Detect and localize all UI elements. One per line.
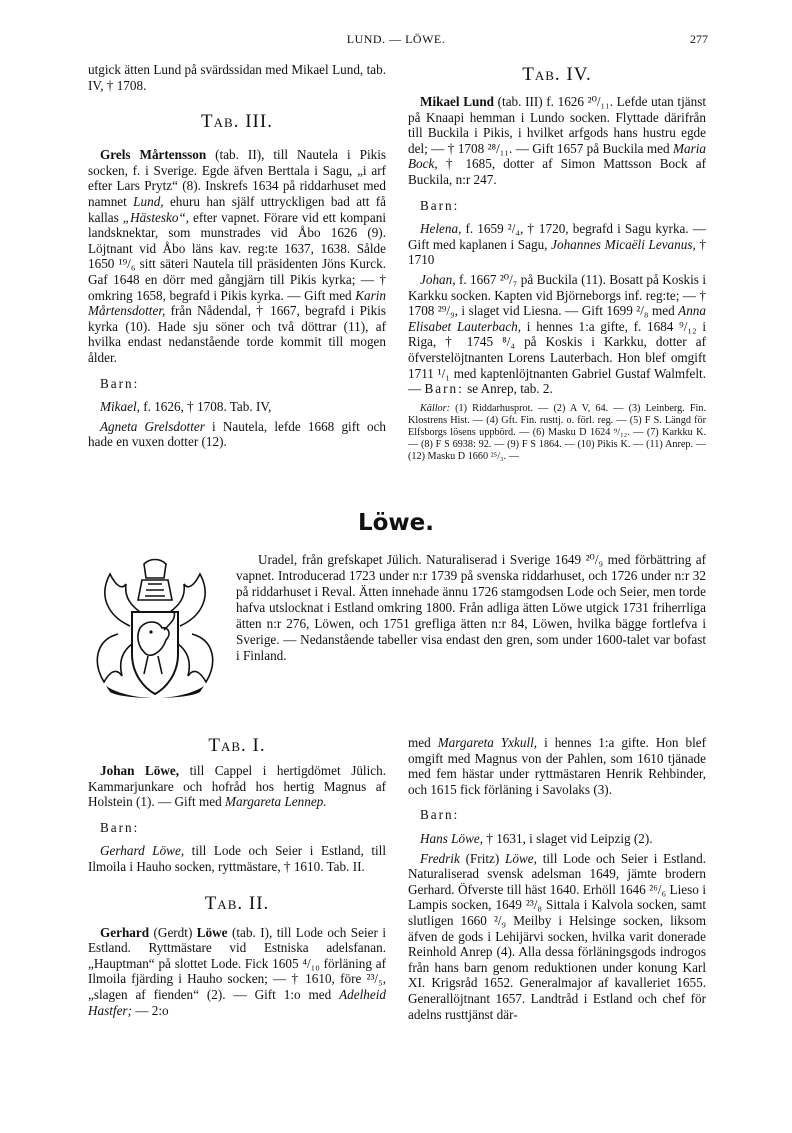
body-text: till Cappel i hertigdömet Jülich. Kammarjunkare och hofråd hos hertig Magnus af Holstein (1). — Gift med (88, 763, 386, 810)
body-text: (tab. II), till Nautela i Pikis socken, f. i Sverige. Egde äfven Berttala i Sagu, „i arf efter Lars Prytz“ (8). Inskrefs 1634 på riddarhuset med namnet (88, 147, 387, 209)
body-text: från Nådendal, † 1667, begrafd i Pikis kyrka (10). Hade sju söner och två döttrar (11), af hvilka endast nedanstående torde kommit till mogen ålder. (88, 303, 386, 365)
right-bottom-column (408, 735, 706, 1022)
barn-label: Barn: (420, 197, 460, 213)
mikael-paragraph (408, 94, 706, 188)
italic-name: Helena, (420, 221, 462, 237)
italic-name: Gerhard Löwe, (100, 843, 185, 859)
child-entry (88, 399, 386, 415)
body-text: efter vapnet. Förare vid ett kompani landsknektar, som munstrades vid Åbo 1626 (9). Löjtnant vid Åbo läns kav. reg:te 1637, 1638. Sålde 1650 ¹⁹/₆ sitt säteri Nautela till präsidenten Jöns Kurck. Gaf 1648 en dörr med gångjärn till Pikis kyrka; — † omkring 1658, begrafd i Pikis kyrka. — Gift med (88, 209, 387, 303)
tab-heading-iv: Tab. IV. (522, 64, 592, 85)
italic-name: Anna Elisabet Lauterbach, (408, 303, 706, 334)
running-header (0, 30, 792, 50)
italic-name: Mikael, (100, 399, 140, 415)
continuation-paragraph (408, 735, 706, 797)
section-title: Löwe. (357, 510, 435, 536)
child-entry (408, 831, 706, 847)
italic-name: Agneta Grelsdotter (100, 418, 205, 434)
body-text: till Lode och Seier i Estland. Naturaliserad svensk adelsman 1649, jämte brodern Gerhard. Öfverste till häst 1640. Erhöll 1646 ²⁶/₆ Lieso i Lampis socken, 1649 ²³/₈ Sittala i Kalvola socken, samt slutligen 1660 ²/₉ Meilby i Helsinge socken, liksom äfven de gods i Lehijärvi socken, hvilka varit donerade Reinhold Anrep (4). Alla dessa förläningsgods indrogos från hans barn genom reduktionen under konung Karl XI. Krigsråd 1652. Generalmajor af kavalleriet 1655. Generallöjtnant 1657. Landtråd i Estland och chef för adelns rusttjänst där- (408, 850, 706, 1022)
child-entry (88, 843, 386, 874)
person-name: Mikael Lund (420, 94, 494, 109)
body-text: i Nautela, lefde 1668 gift och hade en vuxen dotter (12). (88, 418, 386, 450)
child-entry (408, 851, 706, 1023)
body-text: (tab. I), till Lode och Seier i Estland. Ryttmästare vid Estniska adelsfanan. „Hauptman“ på slottet Lode. Fick 1605 ⁴/₁₀ förläning af Ilmoila fjärding i Hauho socken; — † 1610, före ²³/₅, „slagen af fienden“ (2). — Gift 1:o med (88, 924, 386, 1002)
body-text: (Fritz) (459, 850, 506, 866)
italic-name: Margareta Lennep. (224, 794, 327, 810)
family-intro (236, 552, 706, 664)
body-text: i hennes 1:a gifte. Hon blef omgift med Magnus von der Pahlen, som 1610 tjänade med fem hästar under ryttmästaren Henrik Rehbinder, och 1615 fick förläning i Savolaks (3). (408, 735, 707, 797)
body-text: f. 1667 ²⁰/₇ på Buckila (11). Bosatt på Koskis i Karkku socken. Kapten vid Björneborgs inf. reg:te; — † 1708 ²⁹/₉, i slaget vid Liesna. — Gift 1699 ²/₈ med (408, 271, 706, 319)
italic-name: Margareta Yxkull, (437, 735, 538, 750)
body-text: f. 1626, † 1708. Tab. IV, (139, 399, 272, 415)
barn-label: Barn: (424, 381, 464, 397)
barn-label: Barn: (100, 375, 140, 391)
body-text: till Lode och Seier i Estland, till Ilmoila i Hauho socken, ryttmästare, † 1610. Tab. II. (88, 843, 387, 874)
intro-paragraph: Uradel, från grefskapet Jülich. Naturaliserad i Sverige 1649 ²⁰/₉ med förbättring af vapnet. Introducerad 1723 under n:r 1739 på svenska riddarhuset, och 1726 under n:r 32 på riddarhuset i Reval. Ätten innehade ännu 1726 stamgodsen Lode och Seier, men torde hafva utslocknat i Estland omkring 1800. Från adliga ätten Löwe utgick 1731 friherrliga ätten n:r 276, Löwen, och 1751 grefliga ätten n:r 84, Löwen, hvilka bägge fortlefva i Sverige. — Nedanstående tabeller visa endast den gren, som under 1600-talet var bofast i Finland. (236, 552, 706, 663)
italic-name: Hans Löwe, (420, 830, 484, 846)
sources-label: Källor: (420, 402, 451, 414)
gerhard-paragraph (88, 925, 386, 1019)
barn-label: Barn: (100, 819, 140, 835)
sources-text: (1) Riddarhusprot. — (2) A V, 64. — (3) Leinberg. Fin. Klostrens Hist. — (4) Gft. Fin. rusttj. o. förl. reg. — (5) F S. Längd för Elfsborgs lösens uppbörd. — (6) Masku D 1624 ⁹/₁₂. — (7) Karkku K. — (8) F S 6938: 92. — (9) F S 1864. — (10) Pikis K. — (11) Anrep. — (12) Masku D 1660 ²⁵/₃. — (408, 402, 706, 462)
sources-list (408, 403, 706, 463)
body-text: (Gerdt) (149, 924, 197, 940)
italic-name: „Hästesko“, (122, 209, 190, 225)
barn-label: Barn: (420, 807, 460, 823)
person-name: Johan Löwe, (100, 763, 180, 778)
right-top-column (408, 64, 706, 463)
page-number: 277 (690, 32, 708, 46)
continuation-text: utgick ätten Lund på svärdssidan med Mikael Lund, tab. IV, † 1708. (88, 62, 386, 93)
italic-name: Johannes Micaëli Levanus, (551, 236, 696, 252)
johan-paragraph (88, 763, 386, 810)
body-text: † 1685, dotter af Simon Mattsson Bock af Buckila, n:r 247. (408, 156, 706, 187)
italic-name: Karin Mårtensdotter, (88, 287, 386, 319)
tab-heading-iii: Tab. III. (201, 111, 273, 133)
body-text: i hennes 1:a gifte, f. 1684 ⁹/₁₂ i Riga, † 1745 ⁸/₄ på Koskis i Karkku, dotter af öfverstelöjtnanten Lorens Lauterbach. Hon blef omgift 1711 ¹/₁ med kaptenlöjtnanten Gabriel Gustaf Walmfelt. — (408, 318, 706, 397)
person-name: Löwe (196, 924, 228, 940)
italic-name: Johan, (420, 271, 456, 287)
child-entry (408, 221, 706, 268)
header-title: LUND. — LÖWE. (346, 32, 446, 46)
left-bottom-column (88, 735, 386, 1018)
body-text: † 1631, i slaget vid Leipzig (2). (483, 830, 653, 846)
body-text: — 2:o (131, 1002, 169, 1018)
italic-name: Maria Bock, (408, 140, 706, 172)
grels-paragraph (88, 147, 386, 365)
tab-heading-i: Tab. I. (208, 735, 266, 756)
left-top-column (88, 62, 386, 450)
italic-name: Fredrik (420, 850, 460, 866)
person-name: Gerhard (100, 924, 150, 940)
coat-of-arms-crest-icon (88, 556, 222, 706)
child-entry (88, 419, 386, 450)
body-text: (tab. III) f. 1626 ²⁰/₁₁. Lefde utan tjänst på Knaapi hemman i Lundo socken. Flyttade därifrån till Buckila i Pikis, i hvilket arfgods hans hustru egde del; — † 1708 ²⁸/₁₁. — Gift 1657 på Buckila med (408, 94, 706, 156)
body-text: ehuru han själf uttryckligen bad att få kallas (88, 193, 386, 225)
body-text: med (408, 735, 438, 750)
child-entry (408, 272, 706, 397)
italic-name: Lund, (133, 193, 164, 209)
person-name: Grels Mårtensson (100, 147, 207, 163)
body-text: f. 1659 ²/₄, † 1720, begrafd i Sagu kyrka. — Gift med kaplanen i Sagu, (408, 221, 706, 252)
italic-name: Adelheid Hastfer; (88, 986, 386, 1018)
tab-heading-ii: Tab. II. (204, 892, 270, 914)
italic-name: Löwe, (505, 850, 537, 866)
body-text: se Anrep, tab. 2. (463, 381, 553, 397)
body-text: † 1710 (408, 236, 707, 268)
